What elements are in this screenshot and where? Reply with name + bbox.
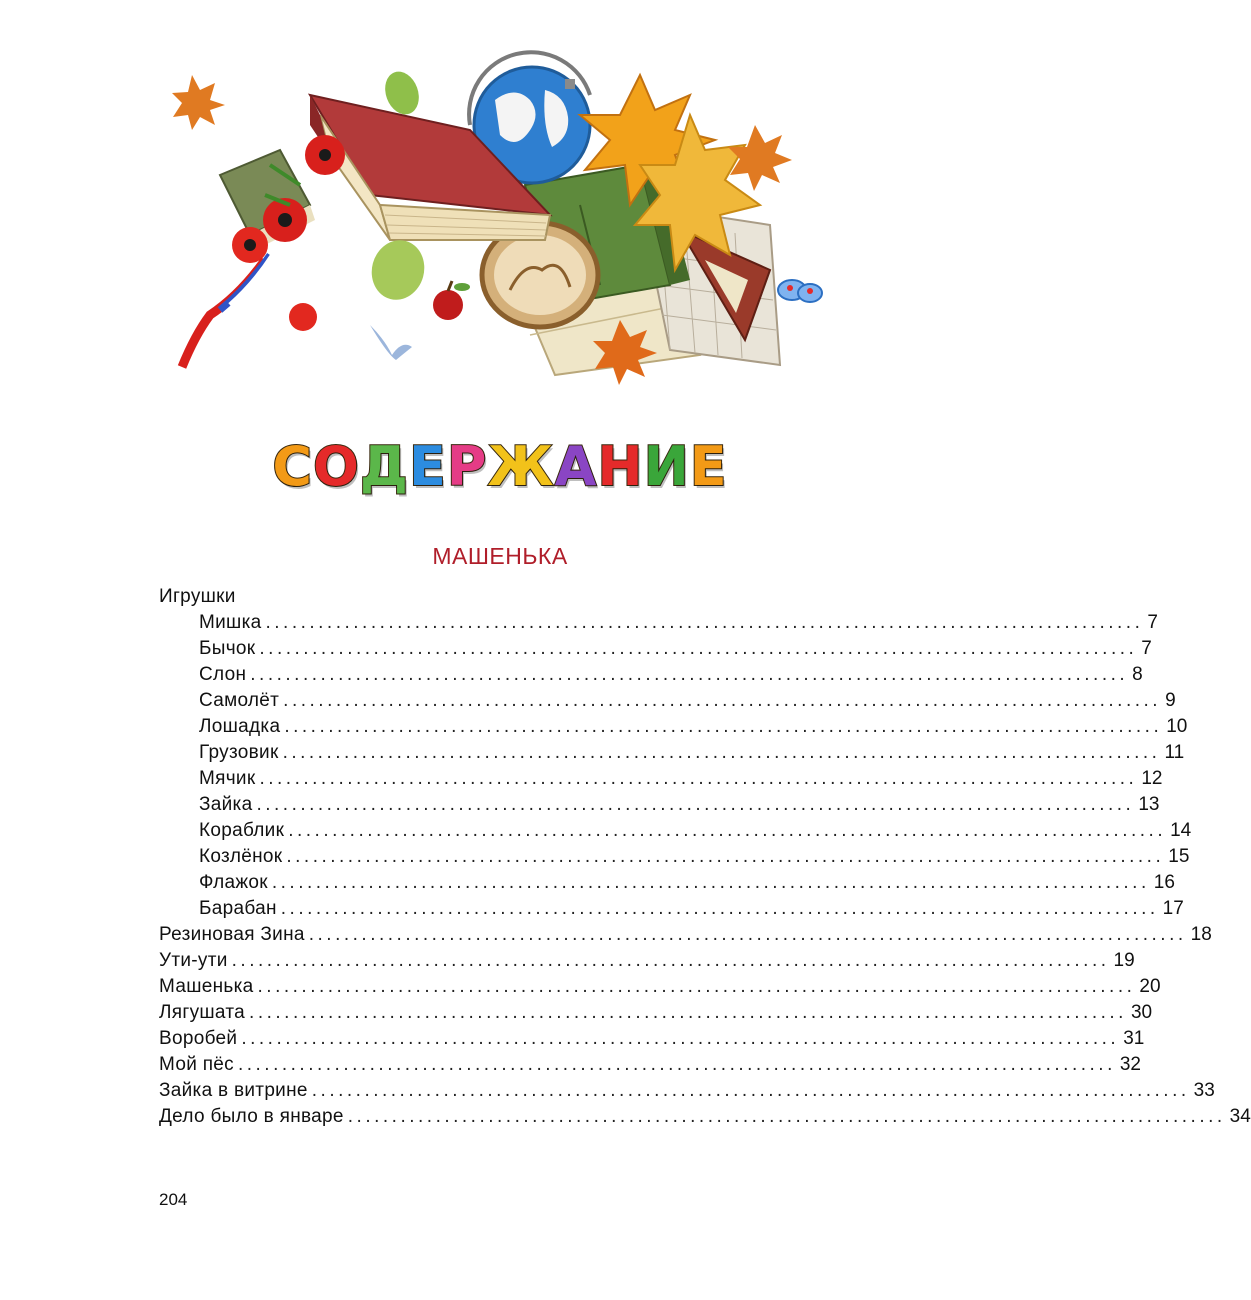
toc-entry[interactable]	[159, 636, 1152, 662]
title-letter: Н	[597, 435, 644, 498]
toc-entry[interactable]	[159, 1000, 1153, 1026]
toc-entry-page: 9	[1165, 690, 1176, 711]
toc-entry[interactable]	[159, 870, 1175, 896]
section-title: МАШЕНЬКА	[432, 543, 568, 569]
toc-dot-leader: ....................................................................................................	[256, 794, 1135, 815]
school-autumn-illustration	[170, 55, 840, 385]
toc-entry-title: Грузовик	[199, 742, 279, 763]
toc-entry-title: Слон	[199, 664, 247, 685]
maple-leaf-icon	[172, 75, 225, 130]
toc-dot-leader: ....................................................................................................	[280, 898, 1159, 919]
toc-entry[interactable]	[159, 896, 1184, 922]
toc-entry[interactable]	[159, 662, 1143, 688]
toc-dot-leader: ....................................................................................................	[282, 742, 1161, 763]
toc-entry[interactable]	[159, 948, 1135, 974]
toc-entry-title: Мишка	[199, 612, 262, 633]
toc-entry[interactable]	[159, 766, 1163, 792]
toc-entry-title: Кораблик	[199, 820, 285, 841]
toc-entry-title: Воробей	[159, 1028, 238, 1049]
toc-entry-title: Зайка в витрине	[159, 1080, 308, 1101]
toc-entry[interactable]	[159, 1026, 1145, 1052]
toc-entry-title: Самолёт	[199, 690, 280, 711]
toc-entry-title: Машенька	[159, 976, 254, 997]
toc-dot-leader: ....................................................................................................	[259, 638, 1138, 659]
butterfly-icon	[778, 280, 822, 302]
toc-entry-title: Барабан	[199, 898, 277, 919]
toc-entry[interactable]	[159, 974, 1161, 1000]
toc-entry-page: 10	[1166, 716, 1188, 737]
toc-entry-title: Мой пёс	[159, 1054, 234, 1075]
title-letter: Ж	[487, 435, 555, 498]
toc-entry-title: Резиновая Зина	[159, 924, 305, 945]
toc-entry[interactable]	[159, 844, 1190, 870]
toc-dot-leader: ....................................................................................................	[286, 846, 1165, 867]
toc-entry-page: 13	[1138, 794, 1160, 815]
toc-entry-title: Бычок	[199, 638, 256, 659]
bird-icon	[370, 325, 412, 360]
toc-entry-title: Козлёнок	[199, 846, 283, 867]
toc-dot-leader: ....................................................................................................	[265, 612, 1144, 633]
title-letter: Р	[446, 435, 488, 498]
toc-dot-leader: ....................................................................................................	[241, 1028, 1120, 1049]
toc-entry-page: 32	[1119, 1054, 1141, 1075]
toc-entry-page: 33	[1193, 1080, 1215, 1101]
toc-entry-page: 8	[1132, 664, 1143, 685]
toc-entry-title: Дело было в январе	[159, 1106, 344, 1127]
toc-entry-title: Зайка	[199, 794, 253, 815]
title-letter: И	[643, 435, 690, 498]
toc-entry[interactable]	[159, 1104, 1251, 1130]
toc-entry-page: 7	[1141, 638, 1152, 659]
apple-icon	[433, 281, 470, 320]
toc-dot-leader: ....................................................................................................	[283, 690, 1162, 711]
toc-entry[interactable]	[159, 584, 841, 610]
title-letter: А	[554, 435, 598, 498]
toc-entry-page: 12	[1141, 768, 1163, 789]
toc-dot-leader: ....................................................................................................	[259, 768, 1138, 789]
toc-dot-leader: ....................................................................................................	[284, 716, 1163, 737]
toc-entry[interactable]	[159, 818, 1192, 844]
toc-entry[interactable]	[159, 740, 1185, 766]
toc-entry-title: Игрушки	[159, 586, 236, 607]
toc-dot-leader: ....................................................................................................	[271, 872, 1150, 893]
toc-entry-page: 18	[1190, 924, 1212, 945]
toc-entry-page: 15	[1168, 846, 1190, 867]
toc-entry-title: Мячик	[199, 768, 256, 789]
toc-entry[interactable]	[159, 610, 1158, 636]
toc-entry-page: 7	[1147, 612, 1158, 633]
toc-entry-title: Флажок	[199, 872, 268, 893]
toc-dot-leader: ....................................................................................................	[288, 820, 1167, 841]
toc-dot-leader: ....................................................................................................	[308, 924, 1187, 945]
page-title	[0, 432, 1000, 502]
toc-entry-page: 19	[1113, 950, 1135, 971]
toc-entry-page: 31	[1123, 1028, 1145, 1049]
toc-entry[interactable]	[159, 1078, 1215, 1104]
toc-entry-page: 14	[1170, 820, 1192, 841]
toc-entry-page: 34	[1229, 1106, 1251, 1127]
toc-entry-title: Ути-ути	[159, 950, 228, 971]
title-letter: Е	[689, 435, 728, 498]
toc-entry-page: 17	[1162, 898, 1184, 919]
title-letter: О	[312, 435, 360, 498]
toc-dot-leader: ....................................................................................................	[237, 1054, 1116, 1075]
table-of-contents	[159, 584, 1251, 1130]
title-letter: С	[272, 435, 313, 498]
toc-entry-page: 30	[1130, 1002, 1153, 1023]
toc-entry[interactable]	[159, 688, 1176, 714]
toc-entry-title: Лошадка	[199, 716, 281, 737]
toc-entry[interactable]	[159, 1052, 1141, 1078]
toc-dot-leader: ....................................................................................................	[250, 664, 1129, 685]
toc-dot-leader: ....................................................................................................	[231, 950, 1110, 971]
toc-entry[interactable]	[159, 792, 1160, 818]
toc-entry-page: 11	[1164, 742, 1185, 763]
page-number: 204	[159, 1190, 188, 1209]
title-letter: Д	[359, 435, 409, 498]
ribbon-icon	[182, 253, 274, 367]
toc-dot-leader: ....................................................................................................	[311, 1080, 1190, 1101]
toc-dot-leader: ....................................................................................................	[257, 976, 1136, 997]
toc-entry-page: 16	[1153, 872, 1175, 893]
toc-entry-page: 20	[1139, 976, 1161, 997]
toc-dot-leader: ....................................................................................................	[249, 1002, 1127, 1023]
toc-entry-title: Лягушата	[159, 1002, 246, 1023]
toc-entry[interactable]	[159, 714, 1188, 740]
title-letter: Е	[408, 435, 447, 498]
toc-entry[interactable]	[159, 922, 1212, 948]
toc-dot-leader: ....................................................................................................	[347, 1106, 1226, 1127]
